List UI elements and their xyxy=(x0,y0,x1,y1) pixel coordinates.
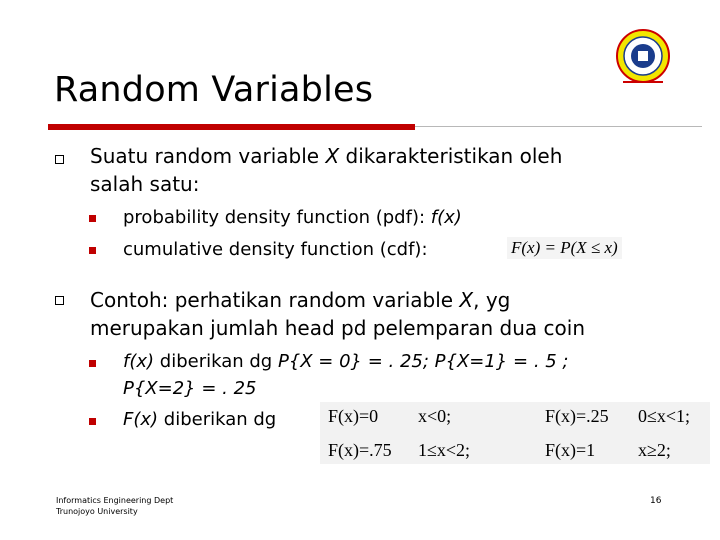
hollow-square-bullet-icon xyxy=(55,155,64,164)
formula: F(x)=.25 xyxy=(545,406,609,426)
formula-condition: x<0; xyxy=(418,406,452,426)
university-logo xyxy=(612,22,674,94)
bullet-text: salah satu: xyxy=(90,172,200,196)
sub-bullet-cdf: cumulative density function (cdf): xyxy=(123,239,428,260)
red-square-bullet-icon xyxy=(89,360,96,367)
probabilities: P{X = 0} = . 25; P{X=1} = . 5 ; xyxy=(277,351,569,372)
footer-dept: Informatics Engineering Dept xyxy=(56,496,174,505)
page-number: 16 xyxy=(650,496,662,506)
sub-bullet-pdf xyxy=(123,205,462,230)
text: dikarakteristikan oleh xyxy=(339,144,563,168)
text: probability density function (pdf): xyxy=(123,207,431,228)
sub-bullet-text: P{X=2} = . 25 xyxy=(123,378,257,399)
text: diberikan dg xyxy=(154,351,278,372)
cdf-formula: F(x) = P(X ≤ x) xyxy=(507,237,622,259)
cdf-piecewise-formulas xyxy=(320,402,710,464)
text: diberikan dg xyxy=(158,409,277,430)
bullet-text: merupakan jumlah head pd pelemparan dua coin xyxy=(90,316,586,340)
slide-title: Random Variables xyxy=(54,70,374,110)
red-square-bullet-icon xyxy=(89,418,96,425)
red-square-bullet-icon xyxy=(89,215,96,222)
title-accent-bar xyxy=(48,124,415,130)
formula-condition: x≥2; xyxy=(638,440,671,460)
formula: F(x)=1 xyxy=(545,440,596,460)
sub-bullet-text xyxy=(123,407,276,432)
pdf-symbol: f(x) xyxy=(430,207,462,228)
hollow-square-bullet-icon xyxy=(55,296,64,305)
sub-bullet-text xyxy=(123,349,569,374)
formula: F(x)=0 xyxy=(328,406,379,426)
footer-university: Trunojoyo University xyxy=(56,507,138,516)
formula: F(x)=.75 xyxy=(328,440,392,460)
variable: X xyxy=(325,144,340,168)
text: f(x) xyxy=(123,351,155,372)
red-square-bullet-icon xyxy=(89,247,96,254)
formula-condition: 0≤x<1; xyxy=(638,406,691,426)
text: , yg xyxy=(473,288,511,312)
bullet-text xyxy=(90,142,562,170)
formula-condition: 1≤x<2; xyxy=(418,440,471,460)
bullet-text xyxy=(90,286,510,314)
text: Suatu random variable xyxy=(90,144,326,168)
variable: X xyxy=(459,288,474,312)
text: Contoh: perhatikan random variable xyxy=(90,288,460,312)
text: F(x) xyxy=(123,409,159,430)
